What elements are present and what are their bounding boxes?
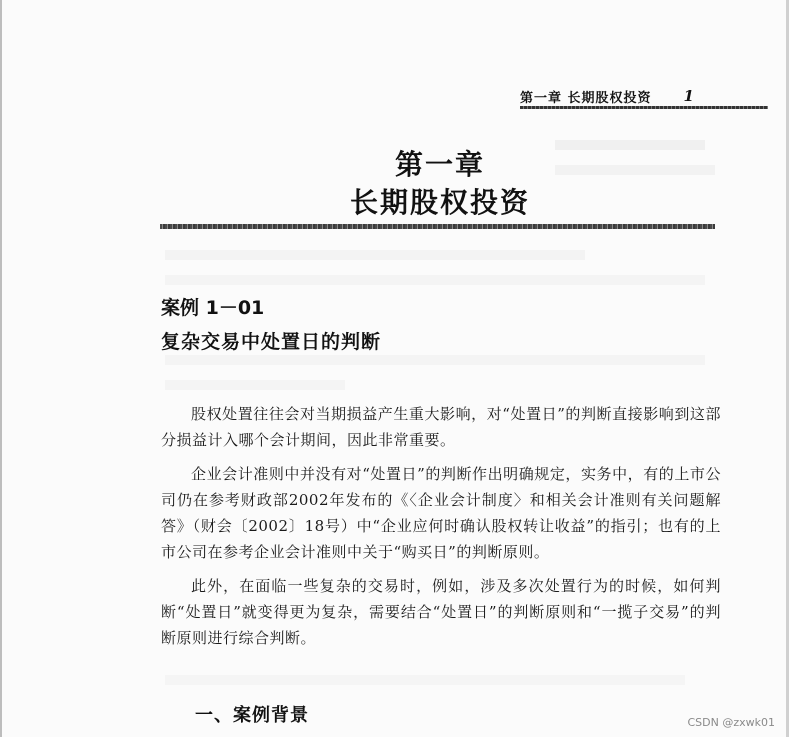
chapter-title-rule bbox=[160, 224, 715, 229]
case-title: 复杂交易中处置日的判断 bbox=[161, 331, 382, 353]
watermark: CSDN @zxwk01 bbox=[687, 716, 775, 729]
bleed-through-line bbox=[165, 275, 705, 285]
running-header-chapter: 第一章 长期股权投资 bbox=[520, 90, 652, 106]
chapter-title: 长期股权投资 bbox=[349, 186, 530, 219]
section-heading: 一、案例背景 bbox=[195, 705, 309, 726]
chapter-number: 第一章 bbox=[394, 148, 485, 181]
bleed-through-line bbox=[165, 250, 585, 260]
running-header bbox=[520, 86, 765, 106]
bleed-through-line bbox=[165, 355, 705, 365]
page-number: 1 bbox=[683, 87, 694, 105]
header-rule bbox=[520, 106, 768, 109]
body-text bbox=[161, 401, 721, 659]
bleed-through-line bbox=[165, 380, 345, 390]
case-number: 案例 1－01 bbox=[161, 297, 265, 319]
bleed-through-line bbox=[165, 675, 685, 685]
paragraph: 企业会计准则中并没有对“处置日”的判断作出明确规定，实务中，有的上市公司仍在参考财政部2002年发布的《〈企业会计制度〉和相关会计准则有关问题解答》（财会〔2002〕18号）中“企业应何时确认股权转让收益”的指引；也有的上市公司在参考企业会计准则中关于“购买日”的判断原则。 bbox=[161, 465, 721, 561]
paragraph: 此外，在面临一些复杂的交易时，例如，涉及多次处置行为的时候，如何判断“处置日”就变得更为复杂，需要结合“处置日”的判断原则和“一揽子交易”的判断原则进行综合判断。 bbox=[161, 577, 721, 647]
page-left-edge bbox=[0, 0, 2, 737]
paragraph: 股权处置往往会对当期损益产生重大影响，对“处置日”的判断直接影响到这部分损益计入哪个会计期间，因此非常重要。 bbox=[161, 405, 721, 449]
